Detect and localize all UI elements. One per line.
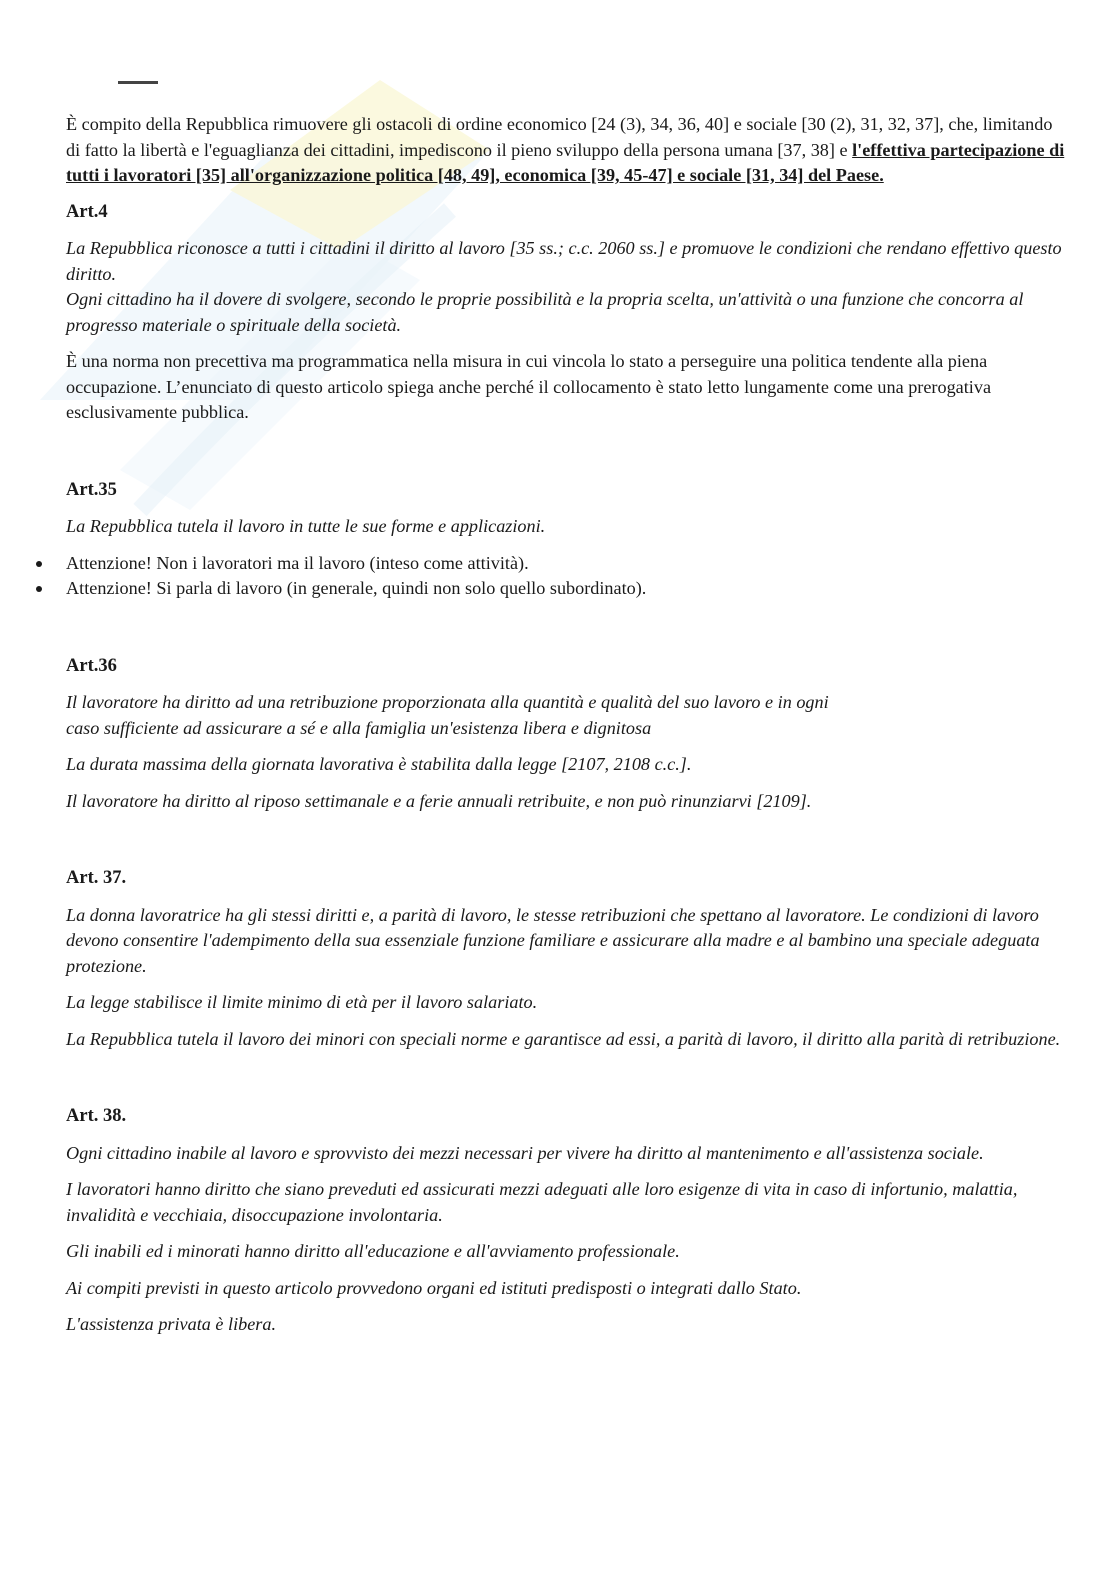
heading-art36: Art.36 [66, 655, 117, 676]
intro-text: È compito della Repubblica rimuovere gli ostacoli di ordine economico [24 (3), 34, 36, 40] e sociale [30 (2), 31, 32, 37], che, limitando di fatto la libertà e l'eguaglianza dei cittadini, impediscono il pieno sviluppo della persona umana [37, 38] e [66, 114, 1053, 160]
art36-paragraph-3: Il lavoratore ha diritto al riposo settimanale e a ferie annuali retribuite, e non può rinunziarvi [2109]. [66, 790, 812, 811]
heading-art4: Art.4 [66, 201, 108, 222]
art36-paragraph-1a: Il lavoratore ha diritto ad una retribuzione proporzionata alla quantità e qualità del suo lavoro e in ogni [66, 692, 829, 712]
intro-bold-text: l'effettiva partecipazione di tutti i lavoratori [35] all'organizzazione politica [48, 49], economica [39, 45-47] e sociale [31, 34] del Paese. [66, 139, 1065, 185]
art37-paragraph-2: La legge stabilisce il limite minimo di età per il lavoro salariato. [66, 992, 538, 1012]
art35-bullet-list [66, 551, 1070, 602]
heading-art37: Art. 37. [66, 868, 127, 888]
art36-paragraph-2: La durata massima della giornata lavorativa è stabilita dalla legge [2107, 2108 c.c.]. [66, 754, 692, 774]
art38-paragraph-5: L'assistenza privata è libera. [66, 1314, 277, 1334]
art38-paragraph-2: I lavoratori hanno diritto che siano preveduti ed assicurati mezzi adeguati alle loro esigenze di vita in caso di infortunio, malattia, invalidità e vecchiaia, disoccupazione involontaria. [66, 1179, 1018, 1225]
art37-paragraph-3: La Repubblica tutela il lavoro dei minori con speciali norme e garantisce ad essi, a parità di lavoro, il diritto alla parità di retribuzione. [66, 1028, 1061, 1049]
intro-paragraph [66, 112, 1070, 189]
art38-paragraph-1: Ogni cittadino inabile al lavoro e sprovvisto dei mezzi necessari per vivere ha diritto al mantenimento e all'assistenza sociale. [66, 1142, 984, 1163]
art38-paragraph-3: Gli inabili ed i minorati hanno diritto all'educazione e all'avviamento professionale. [66, 1241, 680, 1261]
heading-art38: Art. 38. [66, 1106, 127, 1126]
art4-comment: È una norma non precettiva ma programmatica nella misura in cui vincola lo stato a perseguire una politica tendente alla piena occupazione. L’enunciato di questo articolo spiega anche perché il collocamento è stato letto lungamente come una prerogativa esclusivamente pubblica. [66, 351, 992, 422]
art38-paragraph-4: Ai compiti previsti in questo articolo provvedono organi ed istituti predisposti o integrati dallo Stato. [66, 1277, 802, 1298]
list-item: Attenzione! Non i lavoratori ma il lavoro (inteso come attività). [66, 551, 1070, 577]
art4-paragraph-1: La Repubblica riconosce a tutti i cittadini il diritto al lavoro [35 ss.; c.c. 2060 ss.] e promuove le condizioni che rendano effettivo questo diritto. [66, 238, 1062, 284]
art37-paragraph-1: La donna lavoratrice ha gli stessi diritti e, a parità di lavoro, le stesse retribuzioni che spettano al lavoratore. Le condizioni di lavoro devono consentire l'adempimento della sua essenziale funzione familiare e assicurare alla madre e al bambino una speciale adeguata protezione. [66, 904, 1040, 976]
heading-art35: Art.35 [66, 479, 117, 500]
art35-paragraph-1: La Repubblica tutela il lavoro in tutte le sue forme e applicazioni. [66, 516, 546, 536]
art36-paragraph-1b: caso sufficiente ad assicurare a sé e alla famiglia un'esistenza libera e dignitosa [66, 717, 652, 738]
document-page [66, 112, 1070, 1338]
scan-mark [118, 80, 158, 86]
art4-paragraph-2: Ogni cittadino ha il dovere di svolgere, secondo le proprie possibilità e la propria scelta, un'attività o una funzione che concorra al progresso materiale o spirituale della società. [66, 289, 1024, 335]
list-item: Attenzione! Si parla di lavoro (in generale, quindi non solo quello subordinato). [66, 576, 1070, 602]
